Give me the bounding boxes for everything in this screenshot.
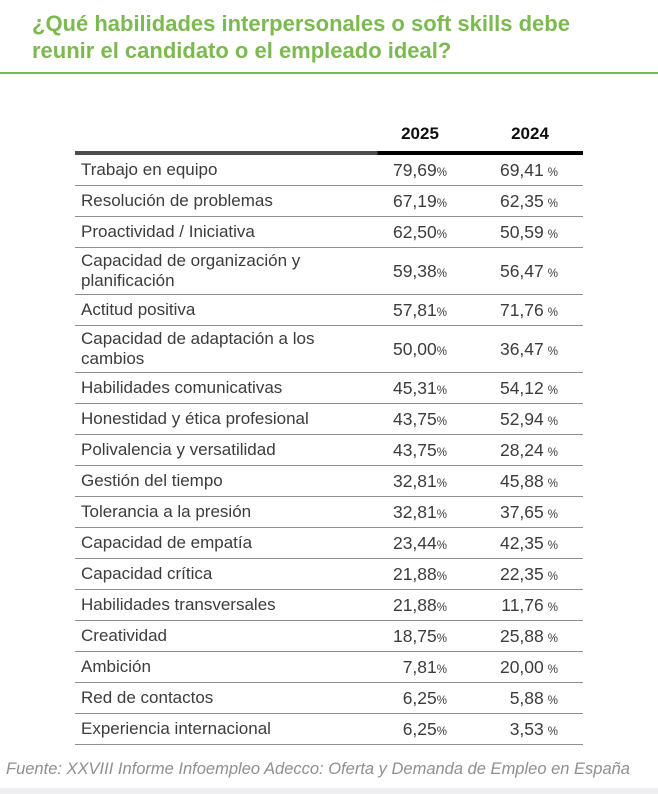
- percent-sign: %: [436, 570, 447, 583]
- table-row: [75, 248, 583, 295]
- value-2024: 3,53 %: [509, 718, 558, 739]
- percent-sign: %: [436, 197, 447, 210]
- value-2024: 36,47 %: [499, 338, 558, 359]
- value-2024: 50,59 %: [499, 221, 558, 242]
- value-2025: 45,31%: [392, 377, 447, 398]
- skill-label: Capacidad de organización y planificación: [81, 251, 301, 291]
- table-row: [75, 528, 583, 559]
- percent-sign: %: [547, 166, 558, 179]
- percent-sign: %: [547, 632, 558, 645]
- skill-label: Trabajo en equipo: [81, 159, 218, 179]
- value-2024: 62,35 %: [499, 190, 558, 211]
- percent-sign: %: [436, 477, 447, 490]
- column-header-2024: 2024: [511, 124, 549, 143]
- skill-label: Experiencia internacional: [81, 719, 271, 739]
- table-row: [75, 590, 583, 621]
- table-row: [75, 326, 583, 373]
- table-row: [75, 652, 583, 683]
- value-2025: 21,88%: [392, 563, 447, 584]
- value-2025: 23,44%: [392, 532, 447, 553]
- table-row: [75, 217, 583, 248]
- value-2025: 43,75%: [392, 439, 447, 460]
- page-title: ¿Qué habilidades interpersonales o soft skills debe reunir el candidato o el empleado ideal?: [32, 11, 570, 64]
- percent-sign: %: [436, 446, 447, 459]
- value-2024: 25,88 %: [499, 625, 558, 646]
- percent-sign: %: [436, 228, 447, 241]
- percent-sign: %: [436, 267, 447, 280]
- percent-sign: %: [547, 345, 558, 358]
- value-2025: 50,00%: [392, 338, 447, 359]
- value-2025: 32,81%: [392, 470, 447, 491]
- percent-sign: %: [547, 477, 558, 490]
- table-row: [75, 295, 583, 326]
- value-2024: 22,35 %: [499, 563, 558, 584]
- source-note: Fuente: XXVIII Informe Infoempleo Adecco: Oferta y Demanda de Empleo en España: [6, 760, 630, 778]
- percent-sign: %: [547, 539, 558, 552]
- table-row: [75, 186, 583, 217]
- percent-sign: %: [547, 384, 558, 397]
- value-2025: 62,50%: [392, 221, 447, 242]
- percent-sign: %: [436, 725, 447, 738]
- percent-sign: %: [547, 228, 558, 241]
- percent-sign: %: [436, 694, 447, 707]
- value-2025: 18,75%: [392, 625, 447, 646]
- skill-label: Proactividad / Iniciativa: [81, 221, 255, 241]
- value-2024: 69,41 %: [499, 159, 558, 180]
- skills-table: [75, 124, 583, 745]
- skill-label: Red de contactos: [81, 688, 214, 708]
- percent-sign: %: [547, 197, 558, 210]
- value-2025: 59,38%: [392, 260, 447, 281]
- skill-label: Gestión del tiempo: [81, 471, 223, 491]
- value-2024: 54,12 %: [499, 377, 558, 398]
- value-2025: 6,25%: [402, 687, 447, 708]
- table-row: [75, 559, 583, 590]
- table-row: [75, 714, 583, 745]
- percent-sign: %: [436, 384, 447, 397]
- table-row: [75, 435, 583, 466]
- percent-sign: %: [547, 601, 558, 614]
- skill-label: Tolerancia a la presión: [81, 502, 252, 522]
- value-2024: 20,00 %: [499, 656, 558, 677]
- percent-sign: %: [547, 267, 558, 280]
- table-row: [75, 621, 583, 652]
- title-underline: [0, 72, 658, 74]
- percent-sign: %: [436, 632, 447, 645]
- value-2024: 56,47 %: [499, 260, 558, 281]
- table-row: [75, 373, 583, 404]
- value-2024: 45,88 %: [499, 470, 558, 491]
- skill-label: Resolución de problemas: [81, 190, 273, 210]
- skill-label: Polivalencia y versatilidad: [81, 440, 276, 460]
- percent-sign: %: [436, 306, 447, 319]
- value-2024: 52,94 %: [499, 408, 558, 429]
- value-2024: 28,24 %: [499, 439, 558, 460]
- percent-sign: %: [547, 725, 558, 738]
- percent-sign: %: [436, 415, 447, 428]
- percent-sign: %: [547, 694, 558, 707]
- table-row: [75, 466, 583, 497]
- skill-label: Habilidades comunicativas: [81, 378, 283, 398]
- value-2025: 43,75%: [392, 408, 447, 429]
- percent-sign: %: [547, 306, 558, 319]
- skill-label: Ambición: [81, 657, 151, 677]
- table-body: [75, 155, 583, 745]
- value-2024: 71,76 %: [499, 299, 558, 320]
- table-row: [75, 683, 583, 714]
- value-2025: 32,81%: [392, 501, 447, 522]
- skill-label: Capacidad de empatía: [81, 533, 253, 553]
- percent-sign: %: [436, 539, 447, 552]
- percent-sign: %: [436, 166, 447, 179]
- value-2025: 79,69%: [392, 159, 447, 180]
- value-2024: 42,35 %: [499, 532, 558, 553]
- percent-sign: %: [547, 508, 558, 521]
- skill-label: Actitud positiva: [81, 300, 196, 320]
- value-2024: 37,65 %: [499, 501, 558, 522]
- percent-sign: %: [547, 663, 558, 676]
- table-header: [75, 124, 583, 148]
- skill-label: Capacidad de adaptación a los cambios: [81, 329, 315, 369]
- value-2024: 5,88 %: [509, 687, 558, 708]
- percent-sign: %: [547, 570, 558, 583]
- percent-sign: %: [436, 663, 447, 676]
- percent-sign: %: [436, 508, 447, 521]
- table-row: [75, 155, 583, 186]
- column-header-2025: 2025: [401, 124, 439, 143]
- skill-label: Creatividad: [81, 626, 167, 646]
- value-2025: 6,25%: [402, 718, 447, 739]
- bottom-edge-strip: [0, 788, 658, 794]
- skill-label: Capacidad crítica: [81, 564, 213, 584]
- percent-sign: %: [436, 345, 447, 358]
- value-2024: 11,76 %: [501, 594, 558, 615]
- table-row: [75, 404, 583, 435]
- value-2025: 21,88%: [392, 594, 447, 615]
- table-row: [75, 497, 583, 528]
- skill-label: Honestidad y ética profesional: [81, 409, 309, 429]
- percent-sign: %: [547, 446, 558, 459]
- percent-sign: %: [436, 601, 447, 614]
- value-2025: 7,81%: [402, 656, 447, 677]
- value-2025: 67,19%: [392, 190, 447, 211]
- percent-sign: %: [547, 415, 558, 428]
- value-2025: 57,81%: [392, 299, 447, 320]
- skill-label: Habilidades transversales: [81, 595, 276, 615]
